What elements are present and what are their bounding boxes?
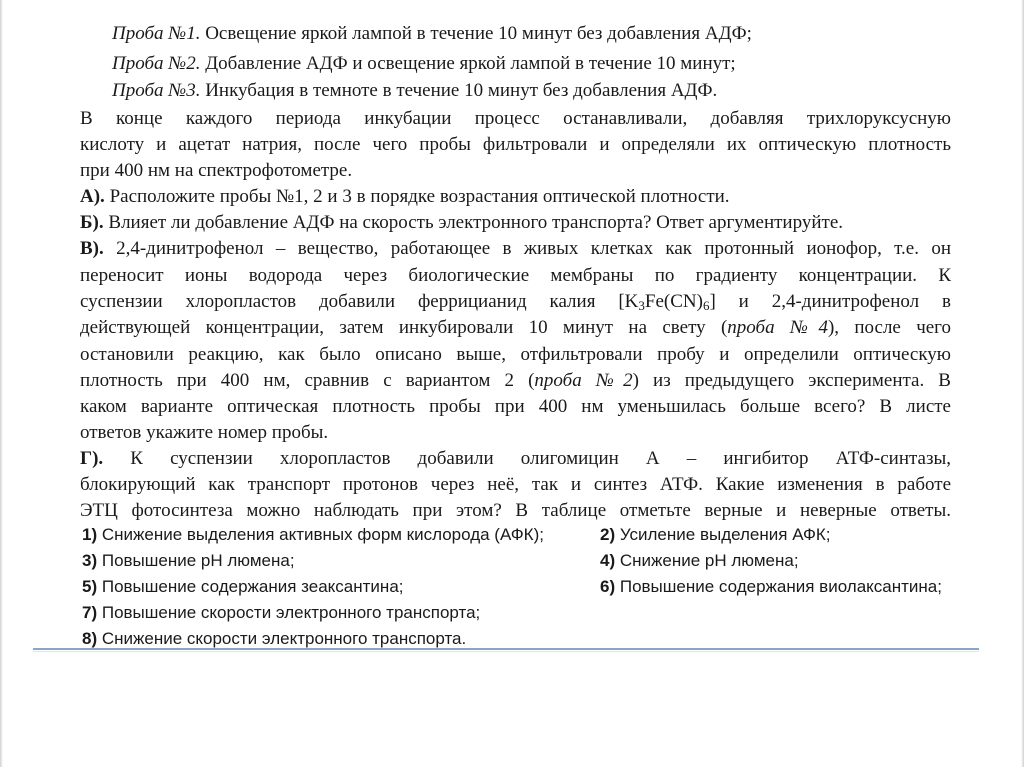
question-v-line-1 bbox=[80, 237, 951, 261]
answer-7 bbox=[82, 602, 480, 624]
intro-line-3: при 400 нм на спектрофотометре. bbox=[80, 160, 353, 181]
answer-8 bbox=[82, 628, 466, 650]
answer-2-text: Усиление выделения АФК; bbox=[615, 525, 831, 544]
question-v-line-3 bbox=[80, 290, 951, 314]
sample-2-label: Проба №2. bbox=[112, 53, 201, 74]
answer-5-text: Повышение содержания зеаксантина; bbox=[97, 577, 404, 596]
answer-3 bbox=[82, 550, 295, 572]
question-v-line-2: переносит ионы водорода через биологические мембраны по градиенту концентрации. К bbox=[80, 265, 951, 286]
question-v-line-4 bbox=[80, 316, 951, 340]
question-v-text-1: 2,4-динитрофенол – вещество, работающее в живых клетках как протонный ионофор, т.е. он bbox=[103, 238, 951, 259]
sample-3-text: Инкубация в темноте в течение 10 минут без добавления АДФ. bbox=[200, 80, 718, 101]
question-v-label: В). bbox=[80, 238, 104, 259]
sample-1-line bbox=[112, 22, 951, 46]
question-b-text: Влияет ли добавление АДФ на скорость электронного транспорта? Ответ аргументируйте. bbox=[103, 212, 844, 233]
answer-1-text: Снижение выделения активных форм кислорода (АФК); bbox=[97, 525, 544, 544]
question-b-label: Б). bbox=[80, 212, 104, 233]
sample-1-text: Освещение яркой лампой в течение 10 минут без добавления АДФ; bbox=[200, 23, 752, 44]
answer-4 bbox=[600, 550, 799, 572]
sample-2-line bbox=[112, 52, 951, 76]
formula-mid: Fe(CN) bbox=[644, 291, 703, 312]
answer-4-text: Снижение pH люмена; bbox=[615, 551, 799, 570]
question-g-label: Г). bbox=[80, 448, 104, 469]
page-divider-shadow bbox=[33, 651, 979, 652]
question-v-line-7: каком варианте оптическая плотность пробы при 400 нм уменьшилась больше всего? В листе bbox=[80, 396, 951, 417]
question-g-line-2: блокирующий как транспорт протонов через неё, так и синтез АТФ. Какие изменения в работе bbox=[80, 474, 951, 495]
question-g-line-3: ЭТЦ фотосинтеза можно наблюдать при этом? В таблице отметьте верные и неверные ответы. bbox=[80, 500, 951, 521]
answer-8-number: 8) bbox=[82, 629, 98, 648]
question-v-text-6c: ) из предыдущего эксперимента. В bbox=[632, 370, 951, 391]
question-g-text-1: К суспензии хлоропластов добавили олигомицин А – ингибитор АТФ-синтазы, bbox=[103, 448, 951, 469]
answer-8-text: Снижение скорости электронного транспорта. bbox=[97, 629, 467, 648]
answer-2 bbox=[600, 524, 831, 546]
answer-2-number: 2) bbox=[600, 525, 616, 544]
answer-6-text: Повышение содержания виолаксантина; bbox=[615, 577, 942, 596]
answer-7-number: 7) bbox=[82, 603, 98, 622]
answer-5-number: 5) bbox=[82, 577, 98, 596]
sample-2-text: Добавление АДФ и освещение яркой лампой в течение 10 минут; bbox=[200, 53, 736, 74]
question-v-text-4c: ), после чего bbox=[827, 317, 951, 338]
intro-line-1: В конце каждого периода инкубации процесс останавливали, добавляя трихлоруксусную bbox=[80, 108, 951, 129]
sample-4-reference: проба №4 bbox=[727, 317, 828, 338]
question-a bbox=[80, 185, 951, 209]
answer-7-text: Повышение скорости электронного транспорта; bbox=[97, 603, 481, 622]
answer-4-number: 4) bbox=[600, 551, 616, 570]
answer-1-number: 1) bbox=[82, 525, 98, 544]
formula-sub-3: 3 bbox=[638, 298, 645, 313]
answer-3-number: 3) bbox=[82, 551, 98, 570]
answer-5 bbox=[82, 576, 404, 598]
question-a-text: Расположите пробы №1, 2 и 3 в порядке возрастания оптической плотности. bbox=[104, 186, 730, 207]
sample-2-reference: проба №2 bbox=[534, 370, 633, 391]
answer-6-number: 6) bbox=[600, 577, 616, 596]
sample-3-line bbox=[112, 79, 951, 103]
formula-sub-6: 6 bbox=[702, 298, 710, 313]
formula-suffix: ] и 2,4-динитрофенол в bbox=[709, 291, 951, 312]
question-v-line-8: ответов укажите номер пробы. bbox=[80, 422, 329, 443]
answer-6 bbox=[600, 576, 942, 598]
formula-prefix: суспензии хлоропластов добавили феррицианид калия [K bbox=[80, 291, 639, 312]
question-v-text-6a: плотность при 400 нм, сравнив с вариантом 2 ( bbox=[80, 370, 535, 391]
question-v-text-4a: действующей концентрации, затем инкубировали 10 минут на свету ( bbox=[80, 317, 728, 338]
question-v-line-6 bbox=[80, 369, 951, 393]
sample-1-label: Проба №1. bbox=[112, 23, 201, 44]
question-b bbox=[80, 211, 951, 235]
answer-3-text: Повышение pH люмена; bbox=[97, 551, 295, 570]
page-divider bbox=[33, 648, 979, 650]
sample-3-label: Проба №3. bbox=[112, 80, 201, 101]
answer-1 bbox=[82, 524, 544, 546]
question-g-line-1 bbox=[80, 447, 951, 471]
question-a-label: А). bbox=[80, 186, 105, 207]
question-v-line-5: остановили реакцию, как было описано выше, отфильтровали пробу и определили оптическую bbox=[80, 344, 951, 365]
intro-line-2: кислоту и ацетат натрия, после чего пробы фильтровали и определяли их оптическую плотность bbox=[80, 134, 951, 155]
